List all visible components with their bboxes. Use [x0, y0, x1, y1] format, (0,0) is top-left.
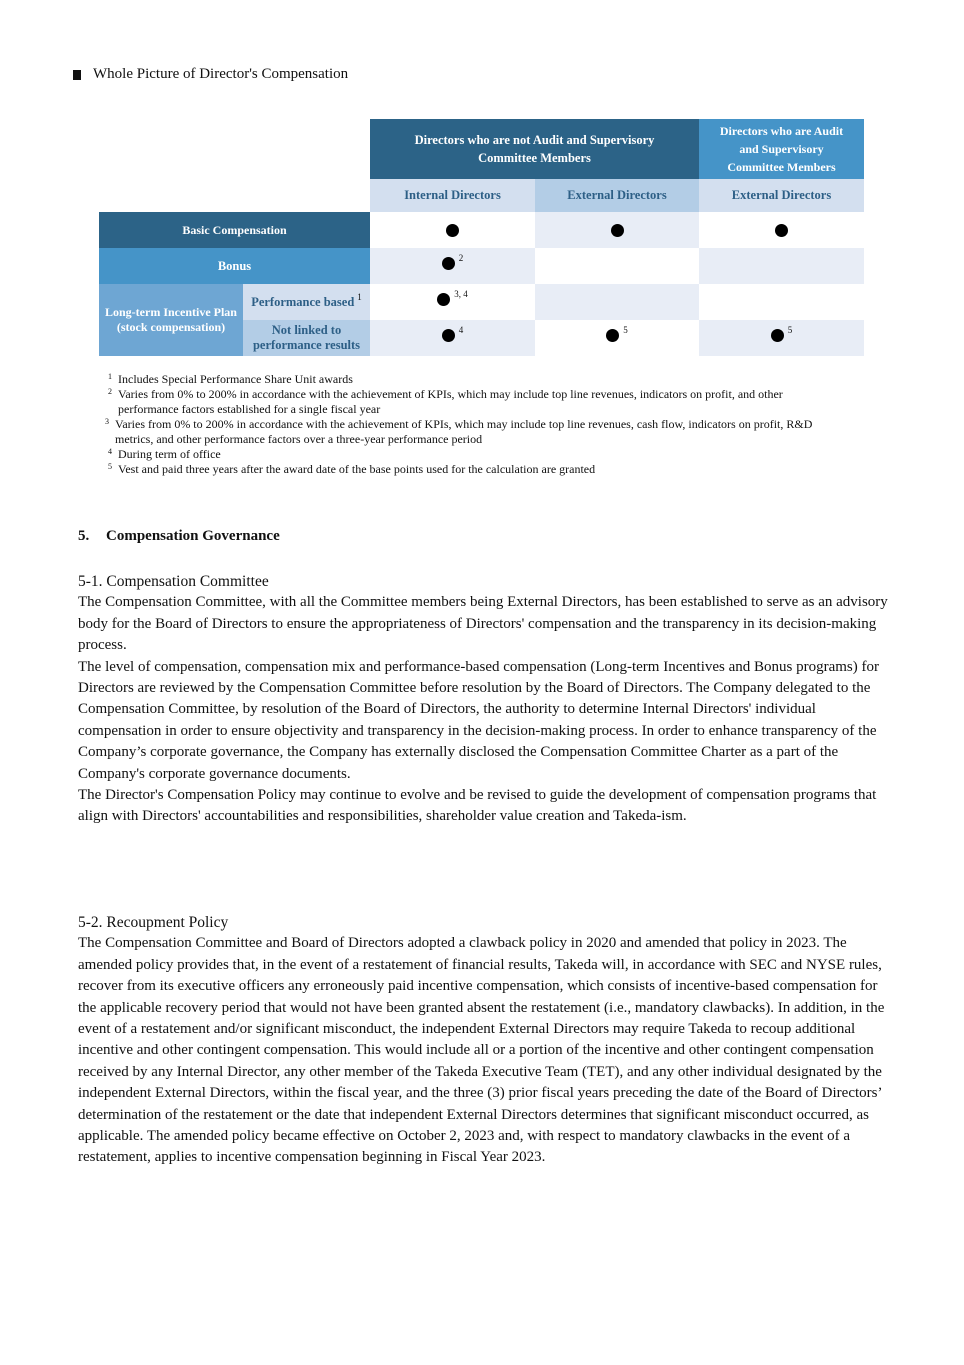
- black-square-bullet-icon: [73, 70, 81, 80]
- footnote-ref: 2: [458, 253, 464, 263]
- footnote-ref: 3, 4: [454, 289, 468, 299]
- paragraph: The Compensation Committee, with all the Committee members being External Directors, has been established to serve as an advisory body for the Board of Directors to ensure the appropriateness of Directors' compensation and the transparency in its decision-making process.: [78, 594, 888, 654]
- subheader-audit-external-directors: External Directors: [699, 179, 864, 212]
- filled-circle-icon: [437, 293, 450, 306]
- filled-circle-icon: [606, 329, 619, 342]
- footnote-2: 2 Varies from 0% to 200% in accordance with the achievement of KPIs, which may include top line revenues, indicators on profit, and other performance factors established for a single fiscal year: [108, 387, 783, 416]
- section-title-text: Whole Picture of Director's Compensation: [93, 66, 349, 82]
- compensation-committee-heading: 5-1. Compensation Committee: [78, 573, 269, 590]
- table-row-lti-performance: [99, 284, 864, 320]
- row-label-not-linked: Not linked to performance results: [243, 320, 370, 356]
- subheader-external-directors: External Directors: [535, 179, 699, 212]
- footnotes: [105, 372, 868, 477]
- filled-circle-icon: [771, 329, 784, 342]
- footnote-ref: 5: [623, 325, 628, 335]
- header-audit-members: Directors who are Audit and Supervisory Committee Members: [699, 119, 864, 179]
- footnote-1: 1 Includes Special Performance Share Unit awards: [108, 372, 353, 386]
- table-row-bonus: [99, 248, 864, 284]
- subheader-internal-directors: Internal Directors: [370, 179, 535, 212]
- filled-circle-icon: [446, 224, 459, 237]
- footnote-ref: 5: [787, 325, 793, 335]
- compensation-matrix-table: [99, 119, 864, 356]
- table-row-basic-compensation: [99, 212, 864, 248]
- paragraph: The Compensation Committee and Board of Directors adopted a clawback policy in 2020 and amended that policy in 2023. The amended policy provides that, in the event of a restatement of financial results, Takeda will, in accordance with SEC and NYSE rules, recover from its executive officers any erroneously paid incentive compensation, which consists of incentive-based compensation for the applicable recovery period that would not have been granted absent the restatement (i.e., mandatory clawbacks). In addition, in the event of a restatement and/or significant misconduct, the independent External Directors may require Takeda to recoup additional incentive and other contingent compensation. This would include all or a portion of the incentive and other contingent compensation received by any Internal Director, any other member of the Takeda Executive Team (TET), and any other individual designated by the independent External Directors, within the fiscal year, and the three (3) prior fiscal years preceding the date of the Board of Directors’ determination of the restatement or the date that independent External Directors determines that significant misconduct occurred, as applicable. The amended policy became effective on October 2, 2023 and, with respect to mandatory clawbacks in the event of a restatement, applies to incentive compensation beginning in Fiscal Year 2023.: [78, 935, 885, 1166]
- filled-circle-icon: [442, 257, 455, 270]
- header-not-audit-members: Directors who are not Audit and Supervisory Committee Members: [370, 119, 699, 179]
- row-label-performance-based: Performance based $^1$: [243, 284, 370, 320]
- row-label-bonus: Bonus: [99, 248, 370, 284]
- table-corner: [99, 119, 370, 179]
- filled-circle-icon: [442, 329, 455, 342]
- row-label-lti: Long-term Incentive Plan (stock compensation): [99, 284, 243, 356]
- row-label-basic-compensation: Basic Compensation: [99, 212, 370, 248]
- filled-circle-icon: [611, 224, 624, 237]
- footnote-5: 5 Vest and paid three years after the award date of the base points used for the calculation are granted: [108, 462, 596, 476]
- footnote-4: 4 During term of office: [108, 447, 221, 461]
- compensation-committee-section: [78, 571, 898, 828]
- paragraph: The level of compensation, compensation mix and performance-based compensation (Long-term Incentives and Bonus programs) for Directors are reviewed by the Compensation Committee before resolution by the Board of Directors. The Company delegated to the Compensation Committee, by resolution of the Board of Directors, the authority to determine Internal Directors' individual compensation in order to ensure objectivity and transparency in the decision-making process. In order to enhance transparency of the Company’s corporate governance, the Company has externally disclosed the Compensation Committee Charter as a part of the Company's corporate governance documents.: [78, 658, 879, 782]
- recoupment-policy-heading: 5-2. Recoupment Policy: [78, 914, 229, 931]
- section-title: [73, 66, 348, 83]
- paragraph: The Director's Compensation Policy may continue to evolve and be revised to guide the development of compensation programs that align with Directors' accountabilities and responsibilities, shareholder value creation and Takeda-ism.: [78, 787, 877, 825]
- governance-heading: 5. Compensation Governance: [78, 528, 280, 544]
- filled-circle-icon: [775, 224, 788, 237]
- recoupment-policy-section: [78, 912, 898, 1169]
- footnote-3: 3 Varies from 0% to 200% in accordance with the achievement of KPIs, which may include top line revenues, cash flow, indicators on profit, R&D metrics, and other performance factors over a three-year performance period: [105, 417, 813, 446]
- footnote-ref: 4: [458, 325, 464, 335]
